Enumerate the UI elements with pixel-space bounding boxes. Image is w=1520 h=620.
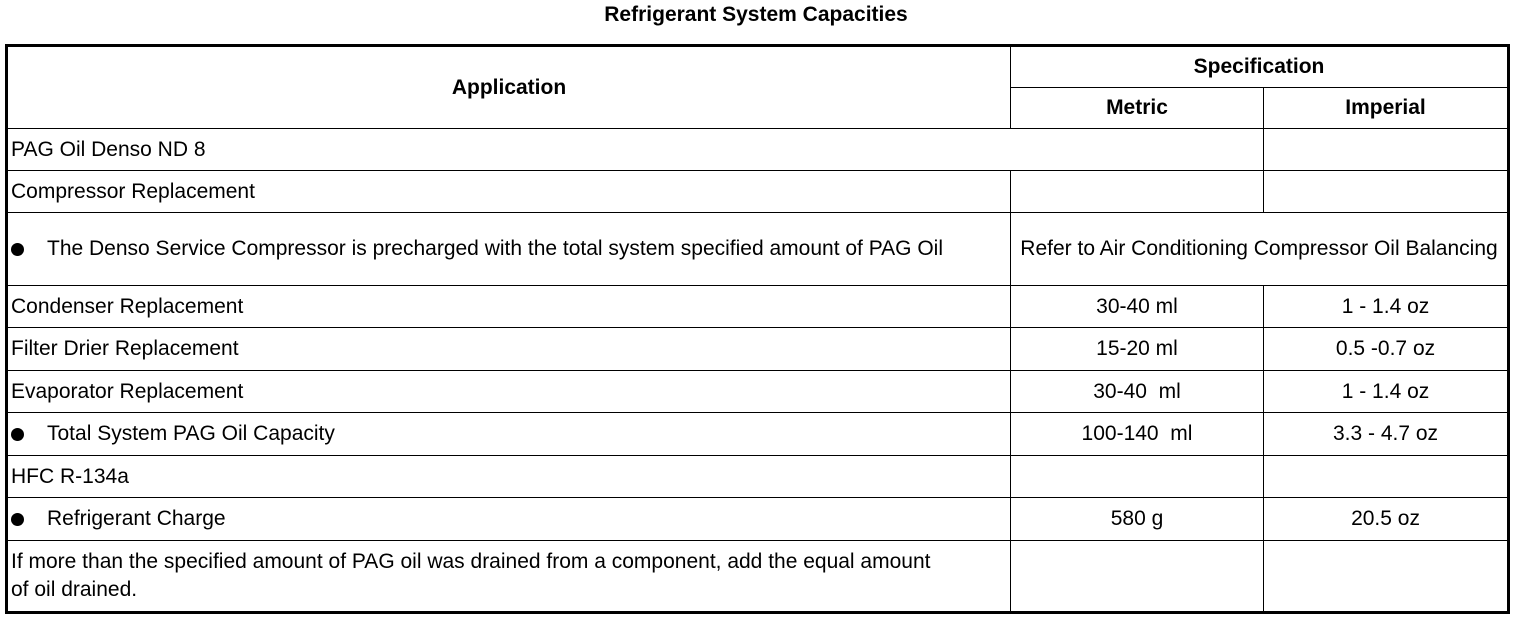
- imperial-cell: [1264, 541, 1509, 613]
- table-row: [7, 456, 1509, 498]
- page-title: Refrigerant System Capacities: [604, 3, 908, 26]
- table-row: [7, 498, 1509, 541]
- table-row: [7, 413, 1509, 456]
- imperial-cell: [1264, 171, 1509, 213]
- application-cell: PAG Oil Denso ND 8: [7, 129, 1264, 171]
- metric-cell: [1011, 456, 1264, 498]
- imperial-cell: 3.3 - 4.7 oz: [1264, 413, 1509, 456]
- imperial-cell: [1264, 456, 1509, 498]
- imperial-cell: 0.5 -0.7 oz: [1264, 328, 1509, 371]
- table-row: [7, 129, 1509, 171]
- header-metric: Metric: [1011, 88, 1264, 129]
- bullet-icon: [11, 428, 24, 441]
- table-row: [7, 213, 1509, 286]
- metric-cell: 15-20 ml: [1011, 328, 1264, 371]
- application-cell: Condenser Replacement: [7, 286, 1011, 328]
- table-row: [7, 171, 1509, 213]
- metric-cell: 30-40 ml: [1011, 371, 1264, 413]
- metric-cell: [1011, 171, 1264, 213]
- metric-cell: 100-140 ml: [1011, 413, 1264, 456]
- application-text: The Denso Service Compressor is precharged with the total system specified amount of PAG Oil: [47, 237, 943, 260]
- application-cell: HFC R-134a: [7, 456, 1011, 498]
- application-text: Refrigerant Charge: [47, 507, 226, 530]
- application-cell: Filter Drier Replacement: [7, 328, 1011, 371]
- table-row: [7, 328, 1509, 371]
- imperial-cell: [1264, 129, 1509, 171]
- header-specification: Specification: [1011, 46, 1509, 88]
- table-row: [7, 286, 1509, 328]
- application-cell: Evaporator Replacement: [7, 371, 1011, 413]
- application-cell: [7, 413, 1011, 456]
- capacities-table: [5, 44, 1510, 614]
- note-cell: If more than the specified amount of PAG oil was drained from a component, add the equal amount of oil drained.: [7, 541, 1011, 613]
- metric-cell: 30-40 ml: [1011, 286, 1264, 328]
- bullet-icon: [11, 243, 24, 256]
- imperial-cell: 1 - 1.4 oz: [1264, 286, 1509, 328]
- application-cell: Compressor Replacement: [7, 171, 1011, 213]
- table-row: [7, 541, 1509, 613]
- imperial-cell: 20.5 oz: [1264, 498, 1509, 541]
- metric-cell: 580 g: [1011, 498, 1264, 541]
- imperial-cell: 1 - 1.4 oz: [1264, 371, 1509, 413]
- header-imperial: Imperial: [1264, 88, 1509, 129]
- application-text: Total System PAG Oil Capacity: [47, 422, 335, 445]
- header-application: Application: [7, 46, 1011, 129]
- metric-cell: [1011, 541, 1264, 613]
- table-header-row: [7, 46, 1509, 88]
- specification-cell: Refer to Air Conditioning Compressor Oil Balancing: [1011, 213, 1509, 286]
- bullet-icon: [11, 513, 24, 526]
- table-row: [7, 371, 1509, 413]
- application-cell: [7, 498, 1011, 541]
- application-cell: [7, 213, 1011, 286]
